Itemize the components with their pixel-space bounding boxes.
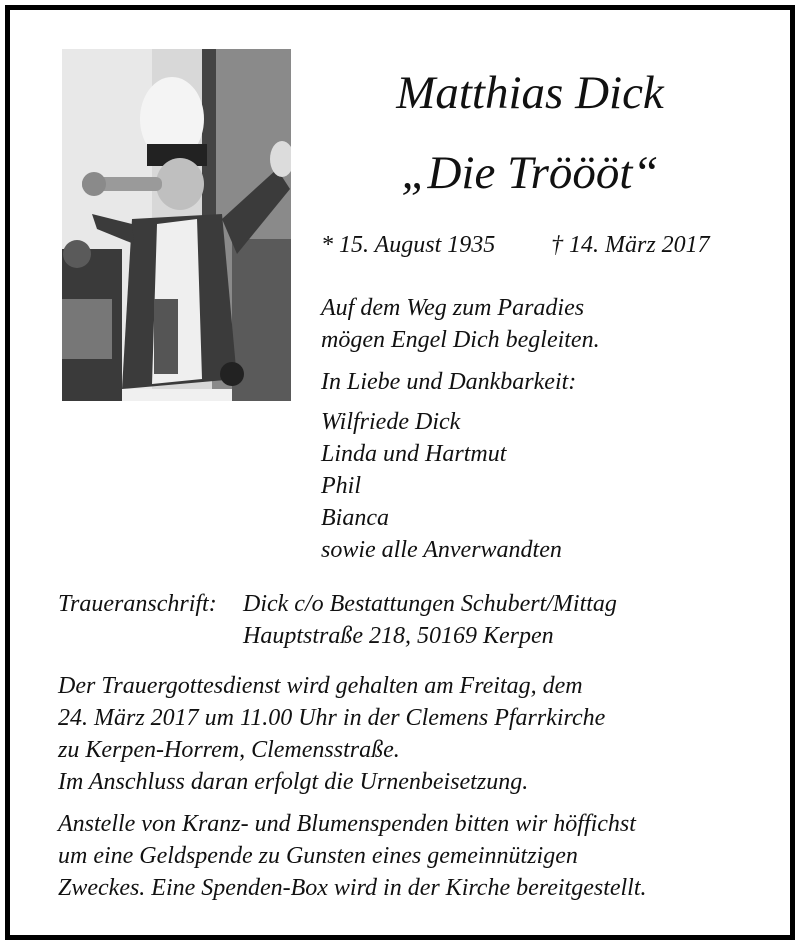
birth-date: * 15. August 1935 (321, 232, 496, 258)
service-line: zu Kerpen-Horrem, Clemensstraße. (58, 737, 400, 763)
address-label: Traueranschrift: (58, 591, 217, 617)
donation-line: um eine Geldspende zu Gunsten eines gemeinnützigen (58, 843, 578, 869)
deceased-name: Matthias Dick (396, 67, 664, 119)
address-line-1: Dick c/o Bestattungen Schubert/Mittag (243, 591, 617, 617)
donation-line: Anstelle von Kranz- und Blumenspenden bitten wir höffichst (58, 811, 636, 837)
service-line: Im Anschluss daran erfolgt die Urnenbeisetzung. (58, 769, 529, 795)
mourner-name: Linda und Hartmut (321, 441, 507, 467)
donation-line: Zweckes. Eine Spenden-Box wird in der Kirche bereitgestellt. (58, 875, 647, 901)
mourners-intro: In Liebe und Dankbarkeit: (321, 369, 577, 395)
mourner-name: Bianca (321, 505, 389, 531)
verse-line-2: mögen Engel Dich begleiten. (321, 327, 600, 353)
mourner-name: Phil (321, 473, 361, 499)
life-dates (321, 232, 710, 259)
verse-line-1: Auf dem Weg zum Paradies (321, 295, 585, 321)
mourner-name: Wilfriede Dick (321, 409, 461, 435)
portrait-photo (62, 49, 291, 401)
death-date: † 14. März 2017 (551, 232, 710, 258)
deceased-nickname: „Die Tröööt“ (401, 147, 659, 199)
mourner-name: sowie alle Anverwandten (321, 537, 562, 563)
address-line-2: Hauptstraße 218, 50169 Kerpen (243, 623, 554, 649)
service-line: 24. März 2017 um 11.00 Uhr in der Clemens Pfarrkirche (58, 705, 606, 731)
service-line: Der Trauergottesdienst wird gehalten am Freitag, dem (58, 673, 583, 699)
